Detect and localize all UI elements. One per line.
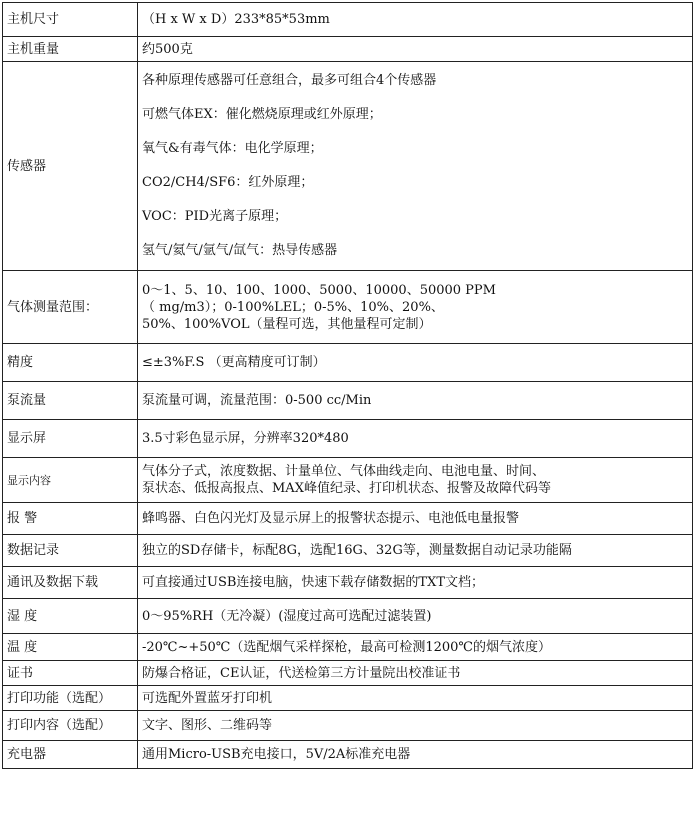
row-value-print-content <box>138 711 693 741</box>
value-line: 独立的SD存储卡，标配8G，选配16G、32G等，测量数据自动记录功能隔 <box>142 543 572 558</box>
row-value-display-content <box>138 458 693 503</box>
table-row <box>3 420 693 458</box>
table-row <box>3 535 693 567</box>
value-line: 可选配外置蓝牙打印机 <box>142 690 273 706</box>
row-value-weight <box>138 37 693 62</box>
table-row <box>3 344 693 382</box>
row-label-display: 显示屏 <box>3 420 138 458</box>
row-label-certificate: 证书 <box>3 661 138 686</box>
value-line: 0～1、5、10、100、1000、5000、10000、50000 PPM <box>142 282 496 298</box>
table-row <box>3 741 693 769</box>
row-value-alarm <box>138 503 693 535</box>
value-line: 气体分子式，浓度数据、计量单位、气体曲线走向、电池电量、时间、 <box>142 464 546 479</box>
row-value-certificate <box>138 661 693 686</box>
value-line: -20℃~+50℃（选配烟气采样探枪，最高可检测1200℃的烟气浓度） <box>142 639 551 655</box>
row-label-print-content: 打印内容（选配） <box>3 711 138 741</box>
table-row <box>3 458 693 503</box>
value-line: 文字、图形、二维码等 <box>142 718 273 733</box>
row-value-charger <box>138 741 693 769</box>
row-value-display <box>138 420 693 458</box>
row-value-sensor <box>138 62 693 271</box>
row-label-humidity: 湿 度 <box>3 599 138 634</box>
value-line: 约500克 <box>142 41 193 57</box>
value-line: 泵流量可调，流量范围：0-500 cc/Min <box>142 393 372 408</box>
value-line: 氧气&有毒气体：电化学原理； <box>142 141 323 156</box>
row-label-weight: 主机重量 <box>3 37 138 62</box>
value-line: 50%、100%VOL（量程可选，其他量程可定制） <box>142 316 432 332</box>
row-label-charger: 充电器 <box>3 741 138 769</box>
row-label-temperature: 温 度 <box>3 634 138 661</box>
row-value-pump-flow <box>138 382 693 420</box>
table-row <box>3 567 693 599</box>
value-line: VOC：PID光离子原理； <box>142 209 288 224</box>
table-row <box>3 503 693 535</box>
row-label-pump-flow: 泵流量 <box>3 382 138 420</box>
value-line: ≤±3%F.S （更高精度可订制） <box>142 355 326 370</box>
row-value-range <box>138 271 693 344</box>
row-label-alarm: 报 警 <box>3 503 138 535</box>
table-row <box>3 711 693 741</box>
table-row <box>3 62 693 271</box>
row-label-sensor: 传感器 <box>3 62 138 271</box>
value-line: （ mg/m3）；0-100%LEL；0-5%、10%、20%、 <box>142 299 444 315</box>
row-label-print-function: 打印功能（选配） <box>3 686 138 711</box>
table-row <box>3 3 693 37</box>
table-row <box>3 686 693 711</box>
row-label-range: 气体测量范围： <box>3 271 138 344</box>
value-line: 可直接通过USB连接电脑，快速下载存储数据的TXT文档； <box>142 575 485 590</box>
value-line: （H x W x D）233*85*53mm <box>142 12 330 27</box>
table-row <box>3 661 693 686</box>
table-row <box>3 37 693 62</box>
table-row <box>3 599 693 634</box>
table-row <box>3 271 693 344</box>
value-line: 可燃气体EX：催化燃烧原理或红外原理； <box>142 107 382 122</box>
row-value-data-record <box>138 535 693 567</box>
row-value-accuracy <box>138 344 693 382</box>
spec-table <box>2 2 693 769</box>
value-line: 通用Micro-USB充电接口，5V/2A标准充电器 <box>142 747 411 762</box>
row-value-humidity <box>138 599 693 634</box>
table-row <box>3 634 693 661</box>
value-line: 3.5寸彩色显示屏，分辨率320*480 <box>142 431 349 446</box>
value-line: 各种原理传感器可任意组合，最多可组合4个传感器 <box>142 73 437 88</box>
row-label-dimensions: 主机尺寸 <box>3 3 138 37</box>
row-value-print-function <box>138 686 693 711</box>
row-value-dimensions <box>138 3 693 37</box>
row-label-communication: 通讯及数据下载 <box>3 567 138 599</box>
row-label-data-record: 数据记录 <box>3 535 138 567</box>
value-line: 0～95%RH（无冷凝）(湿度过高可选配过滤装置) <box>142 608 432 624</box>
value-line: 氢气/氦气/氩气/氙气：热导传感器 <box>142 243 338 258</box>
row-label-accuracy: 精度 <box>3 344 138 382</box>
row-value-communication <box>138 567 693 599</box>
value-line: CO2/CH4/SF6：红外原理； <box>142 175 314 190</box>
row-value-temperature <box>138 634 693 661</box>
row-label-display-content: 显示内容 <box>3 458 138 503</box>
value-line: 蜂鸣器、白色闪光灯及显示屏上的报警状态提示、电池低电量报警 <box>142 511 520 526</box>
value-line: 泵状态、低报高报点、MAX峰值纪录、打印机状态、报警及故障代码等 <box>142 481 551 496</box>
table-row <box>3 382 693 420</box>
value-line: 防爆合格证，CE认证，代送检第三方计量院出校准证书 <box>142 665 461 681</box>
